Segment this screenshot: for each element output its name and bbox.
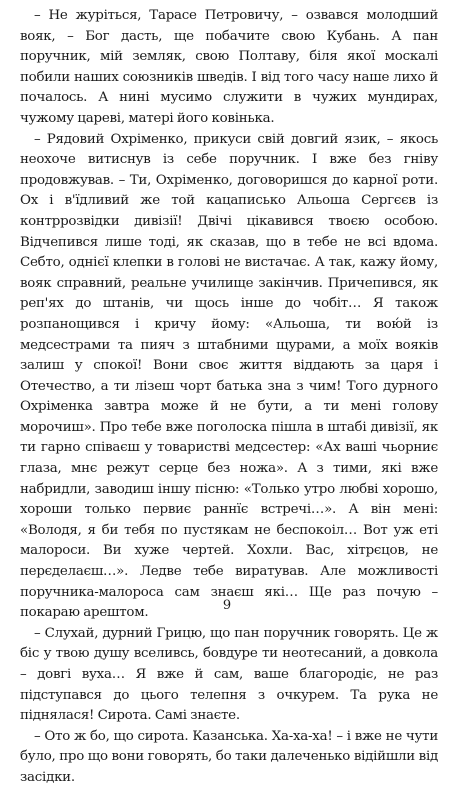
paragraph-4: – Ото ж бо, що сирота. Казанська. Ха-ха-ха! – і вже не чути було, про що вони говорять, бо таки далеченько відійшли від засідки. [20,728,438,785]
page-number: 9 [222,598,232,613]
page-body [20,6,438,789]
paragraph-1: – Не журіться, Тарасе Петровичу, – озвався молодший вояк, – Бог дасть, ще побачите свою Кубань. А пан поручник, мій земляк, свою Полтаву, біля якої москалі побили наших союзників шведів. І від того часу наше лихо й почалось. А нині мусимо служити в чужих мундирах, чужому цареві, матері його ковінька. [20,8,438,126]
paragraph-3: – Слухай, дурний Грицю, що пан поручник говорять. Це ж біс у твою душу вселивсь, бовдуре ти неотесаний, а довкола – довгі вуха… Я вже й сам, ваше благородіє, не раз підступався до цього телепня з очкурем. Та рука не піднялася! Сирота. Самі знаєте. [20,625,438,724]
paragraph-2: – Рядовий Охріменко, прикуси свій довгий язик, – якось неохоче витиснув із себе поручник. І вже без гніву продовжував. – Ти, Охріменко, договоришся до карної роти. Ох і в'їдливий же той кацаписько Альоша Сергєєв із контррозвідки дивізії! Двічі цікавився твоєю особою. Відчепився лише тоді, як сказав, що в тебе не всі вдома. Себто, однієї клепки в голові не вистачає. А так, кажу йому, вояк справний, реальне училище закінчив. Причепився, як реп'ях до штанів, чи щось інше до чобіт… Я також розпанощився і кричу йому: «Альоша, ти вою́й із медсестрами та пияч з штабними щурами, а моїх вояків залиш у спокої! Вони своє життя віддають за царя і Отечество, а ти лізеш чорт батька зна з чим! Того дурного Охріменка завтра може й не бути, а ти мені голову морочиш». Про тебе вже поголоска пішла в штабі дивізії, як ти гарно співаєш у товаристві медсестер: «Ах ваші чьорниє глаза, мнє режут серце без ножа». А з тими, які вже набридли, заводиш іншу пісню: «Только утро любві хорошо, хороши только первиє раннїє встречі…». А він мені: «Володя, я би тебя по пустякам не беспокоіл… Вот уж еті малороси. Ви хуже чертей. Хохли. Вас, хітрєцов, не перєделаєш…». Ледве тебе виратував. Але можливості поручника-малороса сам знаєш які… Ще раз почую – покараю арештом. [20,131,438,621]
